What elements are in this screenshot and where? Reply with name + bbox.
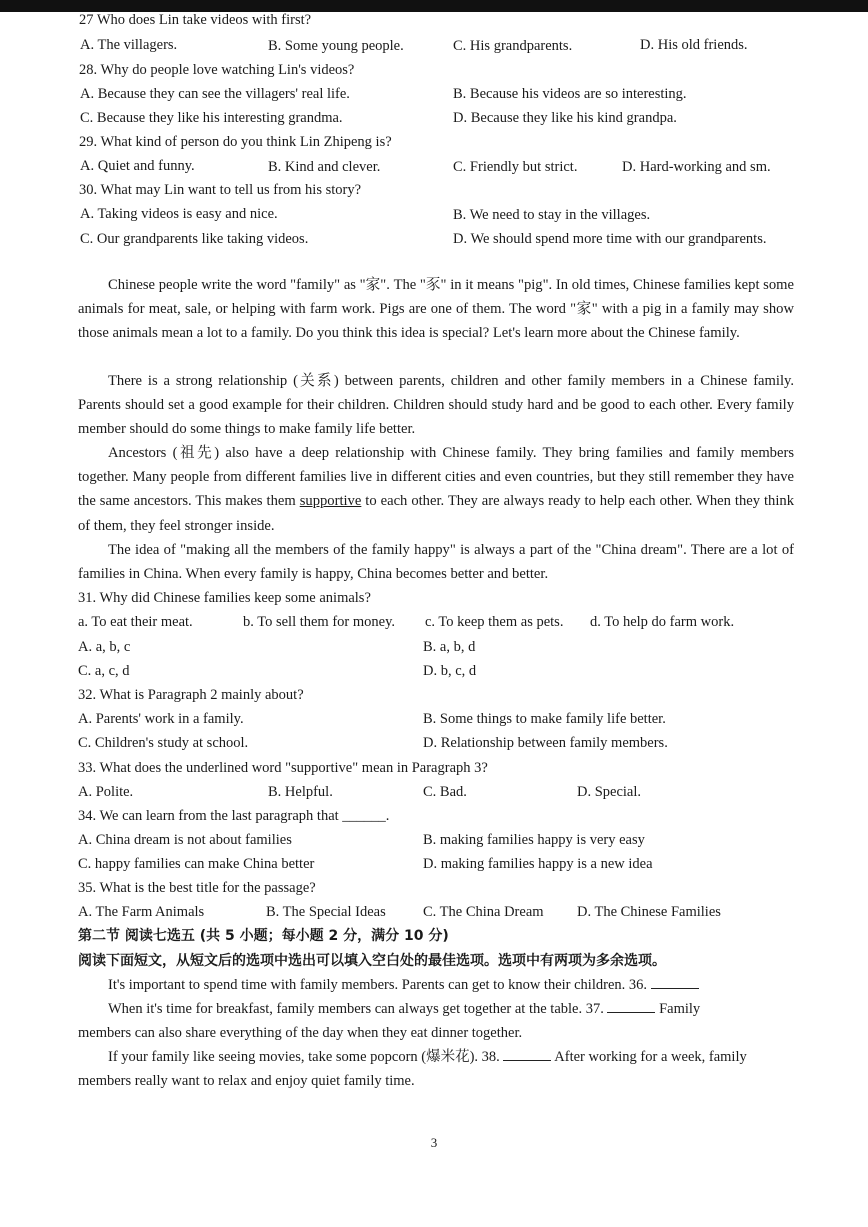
- page-number: 3: [430, 1135, 438, 1150]
- option: A. China dream is not about families: [78, 832, 292, 848]
- option: B. making families happy is very easy: [423, 832, 645, 848]
- passage-paragraph-4: The idea of "making all the members of the family happy" is always a part of the "China dream". There are a lot of families in China. When every family is happy, China becomes better and better.: [78, 542, 794, 583]
- option: D. b, c, d: [423, 663, 477, 679]
- section-instruction: 阅读下面短文，从短文后的选项中选出可以填入空白处的最佳选项。选项中有两项为多余选项。: [78, 953, 666, 969]
- option: B. Helpful.: [268, 784, 333, 800]
- blank-37: [607, 1000, 655, 1013]
- question-32: 32. What is Paragraph 2 mainly about?: [78, 687, 304, 703]
- option: B. Some things to make family life better.: [423, 711, 666, 727]
- option: A. The Farm Animals: [78, 904, 205, 920]
- question-27: 27 Who does Lin take videos with first?: [79, 12, 312, 28]
- sub-item: d. To help do farm work.: [590, 614, 735, 630]
- blank-38: [503, 1048, 551, 1061]
- question-35: 35. What is the best title for the passage?: [78, 880, 316, 896]
- question-30: 30. What may Lin want to tell us from his story?: [79, 182, 362, 198]
- option: B. Kind and clever.: [268, 159, 381, 175]
- option: C. happy families can make China better: [78, 856, 315, 872]
- question-33: 33. What does the underlined word "supportive" mean in Paragraph 3?: [78, 760, 488, 776]
- cloze-line-1: [108, 975, 699, 995]
- cloze-text: It's important to spend time with family members. Parents can get to know their children. 36.: [108, 977, 647, 993]
- passage-text: to each other. They are always ready to help each other. When they think of them, they feel stronger inside.: [78, 493, 795, 534]
- question-31: 31. Why did Chinese families keep some animals?: [78, 590, 371, 606]
- passage-text: Ancestors (祖先) also have a deep relationship with Chinese family. They bring families and family members together. Many people from different families live in different cities and even countries, but they still remember they have the same ancestors. This makes them: [78, 445, 794, 510]
- cloze-line-5: members really want to relax and enjoy quiet family time.: [78, 1073, 415, 1089]
- question-28: 28. Why do people love watching Lin's videos?: [79, 62, 355, 78]
- passage-paragraph-3: [78, 441, 794, 538]
- option: C. a, c, d: [78, 663, 130, 679]
- option: B. a, b, d: [423, 639, 476, 655]
- option: A. Taking videos is easy and nice.: [80, 206, 278, 222]
- blank-36: [651, 976, 699, 989]
- cloze-text: After working for a week, family: [554, 1049, 747, 1065]
- option: D. making families happy is a new idea: [423, 856, 653, 872]
- cloze-line-3: members can also share everything of the day when they eat dinner together.: [78, 1025, 523, 1041]
- passage-paragraph-1: Chinese people write the word "family" as "家". The "豕" in it means "pig". In old times, Chinese families kept some animals for meat, sale, or helping with farm work. Pigs are one of them. The word "家" with a pig in a family may show those animals mean a lot to a family. Do you think this idea is special? Let's learn more about the Chinese family.: [78, 277, 794, 342]
- cloze-text: If your family like seeing movies, take some popcorn (爆米花). 38.: [108, 1049, 500, 1065]
- cloze-line-4: [108, 1047, 747, 1067]
- option: D. Hard-working and sm.: [622, 159, 771, 175]
- option: C. Friendly but strict.: [453, 159, 578, 175]
- option: A. Polite.: [78, 784, 134, 800]
- section-heading: 第二节 阅读七选五 (共 5 小题；每小题 2 分，满分 10 分): [78, 928, 449, 944]
- option: C. Children's study at school.: [78, 735, 249, 751]
- sub-item: a. To eat their meat.: [78, 614, 193, 630]
- cloze-line-2: [108, 999, 700, 1019]
- option: A. Quiet and funny.: [80, 158, 195, 174]
- option: D. Special.: [577, 784, 642, 800]
- option: A. a, b, c: [78, 639, 131, 655]
- option: B. Because his videos are so interesting.: [453, 86, 687, 102]
- option: C. Because they like his interesting grandma.: [80, 110, 343, 126]
- option: D. Because they like his kind grandpa.: [453, 110, 677, 126]
- option: D. The Chinese Families: [577, 904, 721, 920]
- option: B. We need to stay in the villages.: [453, 207, 651, 223]
- option: A. The villagers.: [80, 37, 178, 53]
- option: D. His old friends.: [640, 37, 748, 53]
- option: D. We should spend more time with our grandparents.: [453, 231, 767, 247]
- option: C. Our grandparents like taking videos.: [80, 231, 309, 247]
- option: C. His grandparents.: [453, 38, 573, 54]
- passage-paragraph-2: There is a strong relationship (关系) between parents, children and other family members in a Chinese family. Parents should set a good example for their children. Children should study hard and be good to each other. Every family member should do some things to make family life better.: [78, 373, 794, 438]
- option: C. Bad.: [423, 784, 467, 800]
- question-29: 29. What kind of person do you think Lin Zhipeng is?: [79, 134, 392, 150]
- cloze-text: When it's time for breakfast, family members can always get together at the table. 37.: [108, 1001, 604, 1017]
- question-34: 34. We can learn from the last paragraph that ______.: [78, 808, 390, 824]
- option: D. Relationship between family members.: [423, 735, 668, 751]
- cloze-text: Family: [659, 1001, 701, 1017]
- option: C. The China Dream: [423, 904, 544, 920]
- sub-item: c. To keep them as pets.: [425, 614, 564, 630]
- underlined-word: supportive: [299, 493, 362, 510]
- option: B. The Special Ideas: [266, 904, 386, 920]
- option: B. Some young people.: [268, 38, 404, 54]
- sub-item: b. To sell them for money.: [243, 614, 396, 630]
- option: A. Parents' work in a family.: [78, 711, 244, 727]
- option: A. Because they can see the villagers' real life.: [80, 86, 350, 102]
